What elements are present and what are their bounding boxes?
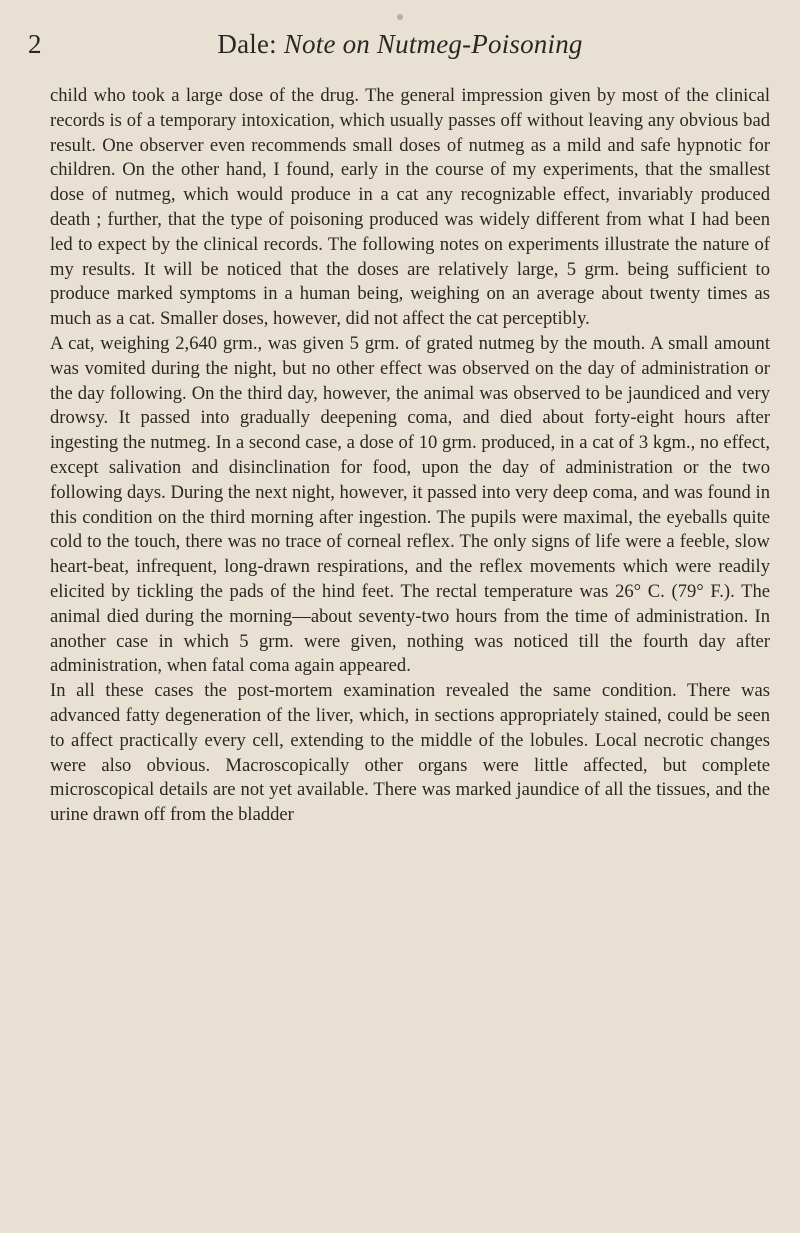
- running-head-author: Dale: [217, 29, 270, 59]
- paragraph: child who took a large dose of the drug. The general impression given by most of the clinical records is of a temporary intoxication, which usually passes off without leaving any obvious bad result. One observer even recommends small doses of nutmeg as a mild and safe hypnotic for children. On the other hand, I found, early in the course of my experiments, that the smallest dose of nutmeg, which would produce in a cat any recognizable effect, invariably produced death ; further, that the type of poisoning produced was widely different from what I had been led to expect by the clinical records. The following notes on experiments illustrate the nature of my results. It will be noticed that the doses are relatively large, 5 grm. being sufficient to produce marked symptoms in a human being, weighing on an average about twenty times as much as a cat. Smaller doses, however, did not affect the cat perceptibly.: [50, 85, 770, 330]
- running-head: [28, 26, 772, 62]
- page-number: 2: [28, 29, 42, 59]
- running-head-title: Note on Nutmeg-Poisoning: [283, 29, 583, 59]
- page-header: [28, 26, 772, 66]
- paragraph: In all these cases the post-mortem examination revealed the same condition. There was advanced fatty degeneration of the liver, which, in sections appropriately stained, could be seen to affect practically every cell, extending to the middle of the lobules. Local necrotic changes were also obvious. Macroscopically other organs were little affected, but complete microscopical details are not yet available. There was marked jaundice of all the tissues, and the urine drawn off from the bladder: [50, 680, 770, 826]
- running-head-separator: :: [269, 29, 284, 59]
- paragraph: A cat, weighing 2,640 grm., was given 5 grm. of grated nutmeg by the mouth. A small amount was vomited during the night, but no other effect was observed on the day of administration or the day following. On the third day, however, the animal was observed to be jaundiced and very drowsy. It passed into gradually deepening coma, and died about forty-eight hours after ingesting the nutmeg. In a second case, a dose of 10 grm. produced, in a cat of 3 kgm., no effect, except salivation and disinclination for food, upon the day of administration or the two following days. During the next night, however, it passed into very deep coma, and was found in this condition on the third morning after ingestion. The pupils were maximal, the eyeballs quite cold to the touch, there was no trace of corneal reflex. The only signs of life were a feeble, slow heart-beat, infrequent, long-drawn respirations, and the reflex movements which were readily elicited by tickling the pads of the hind feet. The rectal temperature was 26° C. (79° F.). The animal died during the morning—about seventy-two hours from the time of administration. In another case in which 5 grm. were given, nothing was noticed till the fourth day after administration, when fatal coma again appeared.: [50, 332, 770, 677]
- ornament-dot-icon: [397, 14, 403, 20]
- article-body: [50, 84, 770, 828]
